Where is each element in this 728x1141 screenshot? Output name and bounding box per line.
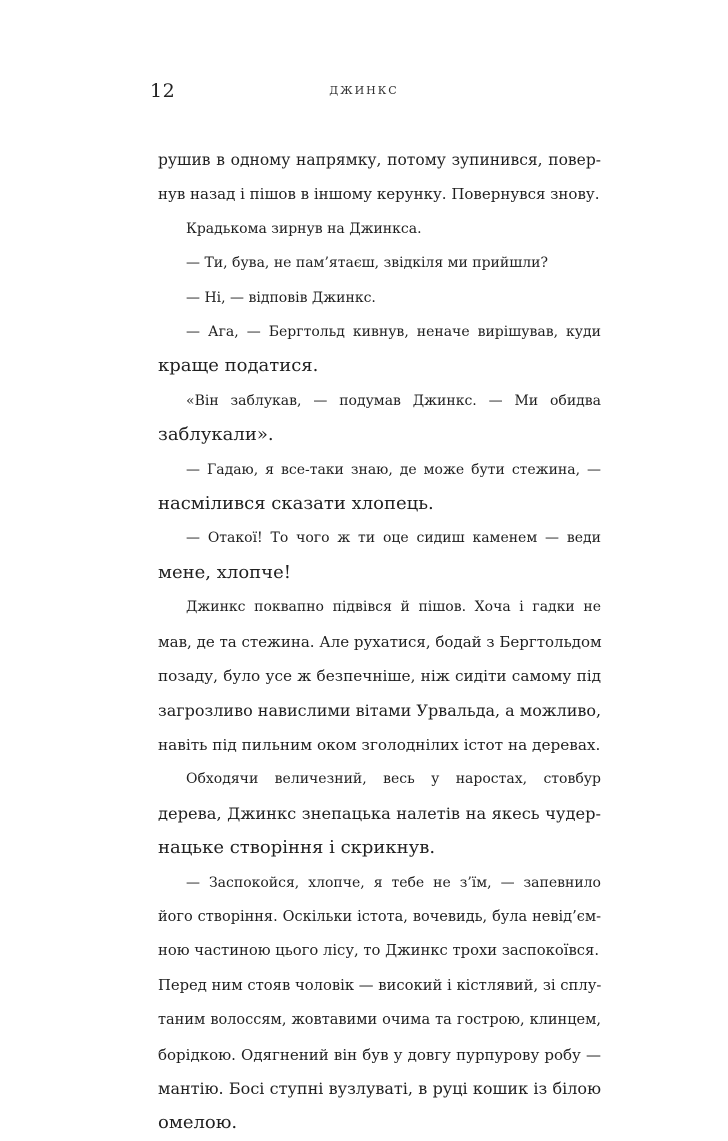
text-line: краще податися. (158, 355, 319, 377)
text-line: Джинкс поквапно підвівся й пішов. Хоча і гадки не (186, 599, 601, 616)
text-line: «Він заблукав, — подумав Джинкс. — Ми обидва (186, 392, 601, 409)
text-line: нув назад і пішов в іншому керунку. Повернувся знову. (158, 185, 600, 204)
text-line: мене, хлопче! (158, 561, 291, 583)
text-line: — Ні, — відповів Джинкс. (186, 289, 376, 306)
text-line: насмілився сказати хлопець. (158, 493, 434, 515)
text-line: таним волоссям, жовтавими очима та гострою, клинцем, (158, 1012, 601, 1029)
running-head: ДЖИНКС (329, 84, 399, 97)
text-line: його створіння. Оскільки істота, вочевидь, була невід’єм- (158, 908, 601, 925)
text-line: Крадькома зирнув на Джинкса. (186, 220, 422, 237)
body-text (158, 143, 601, 1141)
text-line: заблукали». (158, 424, 274, 446)
text-line: навіть під пильним оком зголоднілих істот на деревах. (158, 735, 601, 754)
page-number: 12 (150, 80, 176, 102)
text-line: — Гадаю, я все-таки знаю, де може бути стежина, — (186, 461, 601, 478)
text-line: — Ти, бува, не пам’ятаєш, звідкіля ми прийшли? (186, 255, 548, 272)
text-line: — Заспокойся, хлопче, я тебе не з’їм, — запевнило (186, 874, 601, 891)
text-line: загрозливо навислими вітами Урвальда, а можливо, (158, 700, 602, 720)
text-line: ною частиною цього лісу, то Джинкс трохи заспокоївся. (158, 942, 600, 960)
text-line: дерева, Джинкс знепацька налетів на якесь чудер- (158, 803, 601, 823)
text-line: мав, де та стежина. Але рухатися, бодай з Бергтольдом (158, 632, 602, 651)
text-line: Обходячи величезний, весь у наростах, стовбур (186, 771, 601, 788)
text-line: позаду, було усе ж безпечніше, ніж сидіти самому під (158, 667, 601, 686)
text-line: борідкою. Одягнений він був у довгу пурпурову робу — (158, 1045, 601, 1064)
text-line: — Отакої! То чого ж ти оце сидиш каменем — веди (186, 530, 601, 547)
text-line: — Ага, — Бергтольд кивнув, неначе вирішував, куди (186, 324, 601, 341)
text-line: мантію. Босі ступні вузлуваті, в руці кошик із білою (158, 1078, 601, 1098)
text-line: Перед ним стояв чоловік — високий і кістлявий, зі сплу- (158, 976, 602, 994)
text-line: рушив в одному напрямку, потому зупинився, повер- (158, 151, 601, 169)
text-line: омелою. (158, 1112, 238, 1134)
text-line: нацьке створіння і скрикнув. (158, 837, 436, 859)
